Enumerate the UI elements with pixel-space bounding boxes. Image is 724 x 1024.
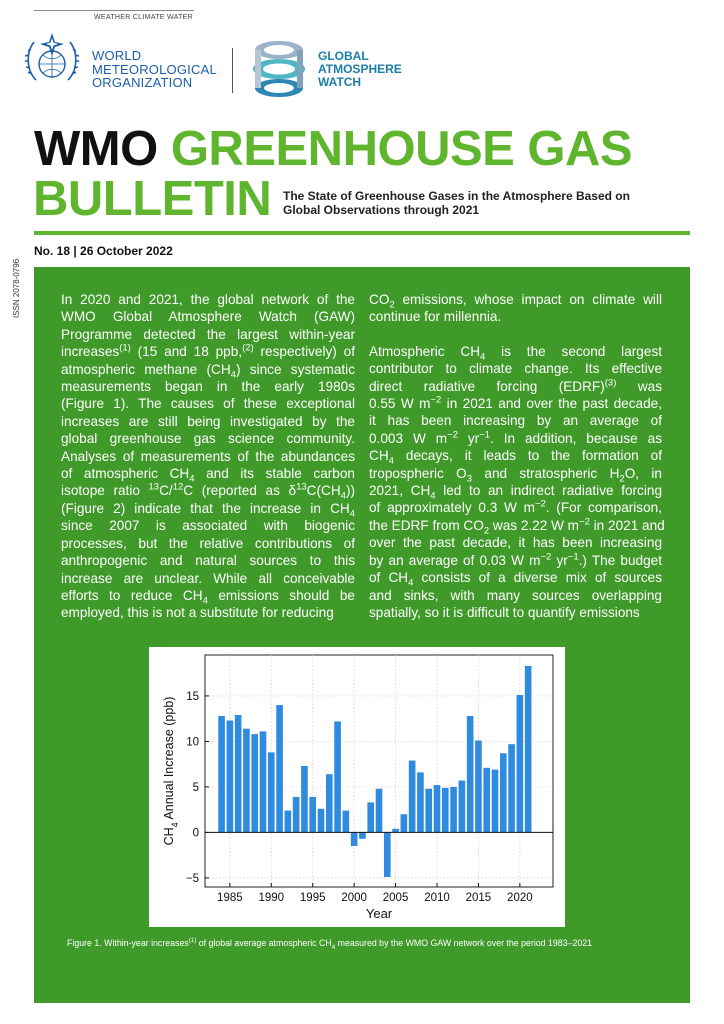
- text-line: over the past decade, it has been increasing: [369, 535, 662, 551]
- bulletin-title: [34, 124, 632, 174]
- logo-divider: [232, 48, 233, 93]
- text-line: measurements began in the early 1980s: [61, 379, 355, 395]
- text-line: 0.003 W $m^{-2}$ $yr^{-1}$. In addition, because as: [369, 429, 662, 446]
- bar-1985: [227, 721, 234, 833]
- bar-2017: [492, 770, 499, 833]
- text-line: isotope ratio $^{13}$C/$^{12}$C (reported as $\delta^{13}C(CH_4)$): [61, 481, 355, 503]
- text-line: tropospheric $O_3$ and stratospheric $H_2O$, in: [369, 465, 662, 485]
- wmo-organization-name: [92, 49, 217, 90]
- bar-2009: [425, 789, 432, 833]
- text-line: atmospheric methane $(CH_4)$ since systematic: [61, 361, 355, 381]
- bar-1996: [318, 809, 325, 833]
- bar-1998: [334, 721, 341, 832]
- y-axis-label: $CH_4$ Annual Increase (ppb): [162, 696, 180, 846]
- bar-2014: [467, 716, 474, 832]
- issue-number-date: No. 18 | 26 October 2022: [34, 244, 173, 258]
- bar-1995: [309, 797, 316, 832]
- x-axis-label: Year: [365, 906, 393, 921]
- body-column-right: [369, 291, 665, 621]
- text-line: Programme detected the largest within-year: [61, 326, 355, 342]
- figure-1-caption: Figure 1. Within-year increases$^{(1)}$ of global average atmospheric $CH_4$ measured by the WMO GAW network over the period 1983–2021: [67, 937, 593, 951]
- bar-2004: [384, 832, 391, 877]
- body-column-left: [61, 291, 355, 622]
- green-content-panel: [34, 267, 690, 1003]
- issn-label: ISSN 2078-0796: [12, 258, 21, 318]
- bar-2002: [367, 802, 374, 832]
- text-line: $CO_2$ emissions, whose impact on climate will: [369, 292, 662, 311]
- body-paragraph-continued: [369, 291, 662, 326]
- text-line: the EDRF from $CO_2$ was 2.22 W $m^{-2}$ in 2021 and: [369, 516, 665, 537]
- subtitle-line: The State of Greenhouse Gases in the Atmosphere Based on: [283, 189, 630, 203]
- text-line: processes, but the relative contributions of: [61, 535, 355, 551]
- text-line: WMO Global Atmosphere Watch (GAW): [61, 309, 355, 325]
- wmo-name-line: METEOROLOGICAL: [92, 61, 217, 77]
- body-paragraph-1: [61, 291, 355, 622]
- bar-1999: [343, 811, 350, 833]
- wmo-name-line: ORGANIZATION: [92, 75, 193, 90]
- bar-2011: [442, 788, 449, 833]
- y-tick-label: 15: [186, 690, 199, 703]
- y-tick-label: 10: [186, 736, 199, 749]
- wmo-name-line: WORLD: [92, 48, 142, 63]
- x-tick-label: 1985: [217, 892, 243, 904]
- text-line: employed, this is not a substitute for reducing: [61, 605, 334, 621]
- bar-2015: [475, 741, 482, 833]
- y-tick-label: 0: [192, 827, 199, 840]
- text-line: anthropogenic and natural sources to this: [61, 553, 355, 569]
- body-paragraph-2: [369, 343, 665, 622]
- bar-2013: [459, 781, 466, 833]
- title-wmo: WMO: [34, 122, 158, 176]
- text-line: of approximately 0.3 W $m^{-2}$. (For comparison,: [369, 498, 662, 516]
- methane-increase-bar-chart: [149, 647, 565, 927]
- bar-2003: [376, 789, 383, 833]
- bar-1997: [326, 774, 333, 832]
- title-greenhouse-gas: GREENHOUSE GAS: [170, 122, 633, 176]
- bar-2008: [417, 772, 424, 832]
- bar-1989: [260, 731, 267, 832]
- y-tick-label: −5: [185, 872, 199, 885]
- header-rule: [34, 10, 194, 11]
- title-bulletin: BULLETIN: [33, 172, 272, 226]
- bar-2000: [351, 832, 358, 846]
- text-line: direct radiative forcing (EDRF)$^{(3)}$ was: [369, 377, 663, 394]
- gaw-name-line: WATCH: [318, 75, 362, 89]
- text-line: (Figure 1). The causes of these exceptional: [61, 396, 355, 412]
- bar-2021: [525, 666, 532, 832]
- gaw-logo-icon: [246, 36, 312, 102]
- text-line: 2021, $CH_4$ led to an indirect radiative forcing: [369, 483, 662, 502]
- bar-1984: [218, 716, 225, 832]
- x-tick-label: 2000: [341, 892, 367, 904]
- bar-1994: [301, 766, 308, 832]
- bar-2016: [483, 768, 490, 833]
- y-tick-label: 5: [192, 781, 199, 794]
- text-line: global greenhouse gas science community.: [61, 431, 355, 447]
- bar-1993: [293, 797, 300, 832]
- bar-1990: [268, 752, 275, 832]
- text-line: increase are unclear. While all conceivable: [61, 570, 355, 586]
- x-tick-label: 2010: [424, 892, 450, 904]
- text-line: since 2007 is associated with biogenic: [61, 518, 355, 534]
- bar-2012: [450, 787, 457, 832]
- x-tick-label: 1995: [299, 892, 326, 904]
- text-line: In 2020 and 2021, the global network of the: [61, 292, 355, 307]
- text-line: it has been increasing by an average of: [369, 413, 662, 429]
- text-line: contributor to climate change. Its effective: [369, 361, 662, 377]
- text-line: 0.55 W $m^{-2}$ in 2021 and over the past decade,: [369, 394, 662, 412]
- bar-1987: [243, 729, 250, 833]
- x-tick-label: 2020: [507, 892, 533, 904]
- bar-2010: [434, 785, 441, 832]
- text-line: continue for millennia.: [369, 309, 502, 325]
- x-tick-label: 2015: [465, 892, 492, 904]
- bulletin-subtitle: [283, 190, 663, 217]
- bar-2005: [392, 829, 399, 833]
- bar-2006: [401, 814, 408, 832]
- gaw-name: [318, 50, 402, 89]
- bar-2019: [508, 744, 515, 832]
- x-tick-label: 2005: [382, 892, 409, 904]
- bar-1988: [251, 734, 258, 832]
- text-line: spatially, so it is difficult to quantify emissions: [369, 604, 640, 620]
- text-line: Atmospheric $CH_4$ is the second largest: [369, 343, 662, 363]
- gaw-name-line: GLOBAL: [318, 49, 369, 63]
- gaw-name-line: ATMOSPHERE: [318, 62, 402, 76]
- bar-2020: [517, 695, 524, 832]
- subtitle-line: Global Observations through 2021: [283, 202, 480, 217]
- bar-2001: [359, 832, 366, 838]
- text-line: increases$^{(1)}$ (15 and 18 ppb,$^{(2)}$ respectively) of: [61, 342, 355, 360]
- wmo-tagline: WEATHER CLIMATE WATER: [94, 14, 193, 21]
- bar-2018: [500, 753, 507, 832]
- bar-1991: [276, 705, 283, 832]
- bar-1986: [235, 715, 242, 832]
- x-tick-label: 1990: [258, 892, 285, 904]
- text-line: (Figure 2) indicate that the increase in $CH_4$: [61, 500, 355, 520]
- text-line: $CH_4$ decays, it leads to the formation of: [369, 448, 662, 467]
- text-line: increases are still being investigated by the: [61, 413, 355, 429]
- figure-1-chart: [149, 647, 565, 927]
- text-line: of atmospheric $CH_4$ and its stable carbon: [61, 466, 355, 485]
- wmo-emblem-icon: [22, 30, 82, 90]
- title-rule: [34, 231, 690, 235]
- text-line: Analyses of measurements of the abundances: [61, 448, 355, 464]
- text-line: by an average of 0.03 W $m^{-2}$ $yr^{-1}$.) The budget: [369, 551, 662, 568]
- bar-2007: [409, 761, 416, 833]
- bar-1992: [285, 811, 292, 833]
- text-line: of $CH_4$ consists of a diverse mix of sources: [369, 570, 662, 589]
- text-line: and sinks, with many sources overlapping: [369, 587, 662, 603]
- text-line: efforts to reduce $CH_4$ emissions should be: [61, 587, 355, 607]
